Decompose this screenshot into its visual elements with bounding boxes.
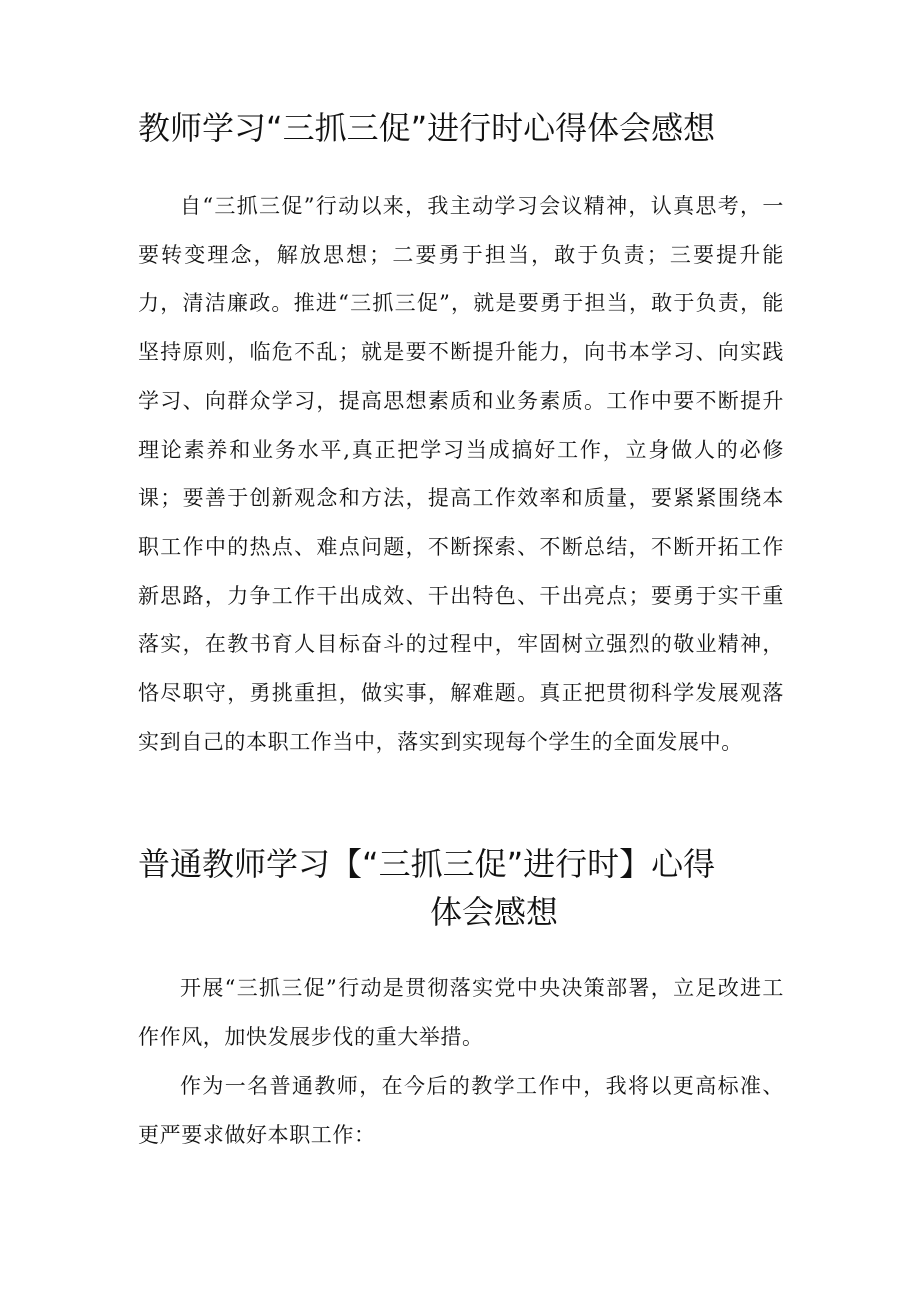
article-2-title-line-1: 普通教师学习【“三抓三促”进行时】心得: [138, 845, 716, 883]
article-1-title: 教师学习“三抓三促”进行时心得体会感想: [138, 109, 716, 147]
article-2-title-line-2: 体会感想: [430, 893, 559, 931]
article-2-paragraph-2: 作为一名普通教师，在今后的教学工作中，我将以更高标准、更严要求做好本职工作：: [138, 1074, 784, 1147]
article-1-paragraph: 自“三抓三促”行动以来，我主动学习会议精神，认真思考，一要转变理念，解放思想；二要勇于担当，敢于负责；三要提升能力，清洁廉政。推进“三抓三促”，就是要勇于担当，敢于负责，能坚持原则，临危不乱；就是要不断提升能力，向书本学习、向实践学习、向群众学习，提高思想素质和业务素质。工作中要不断提升理论素养和业务水平,真正把学习当成搞好工作，立身做人的必修课；要善于创新观念和方法，提高工作效率和质量，要紧紧围绕本职工作中的热点、难点问题，不断探索、不断总结，不断开拓工作新思路，力争工作干出成效、干出特色、干出亮点；要勇于实干重落实，在教书育人目标奋斗的过程中，牢固树立强烈的敬业精神，恪尽职守，勇挑重担，做实事，解难题。真正把贯彻科学发展观落实到自己的本职工作当中，落实到实现每个学生的全面发展中。: [138, 194, 784, 754]
article-2-paragraph-1: 开展“三抓三促”行动是贯彻落实党中央决策部署，立足改进工作作风，加快发展步伐的重大举措。: [138, 976, 784, 1049]
